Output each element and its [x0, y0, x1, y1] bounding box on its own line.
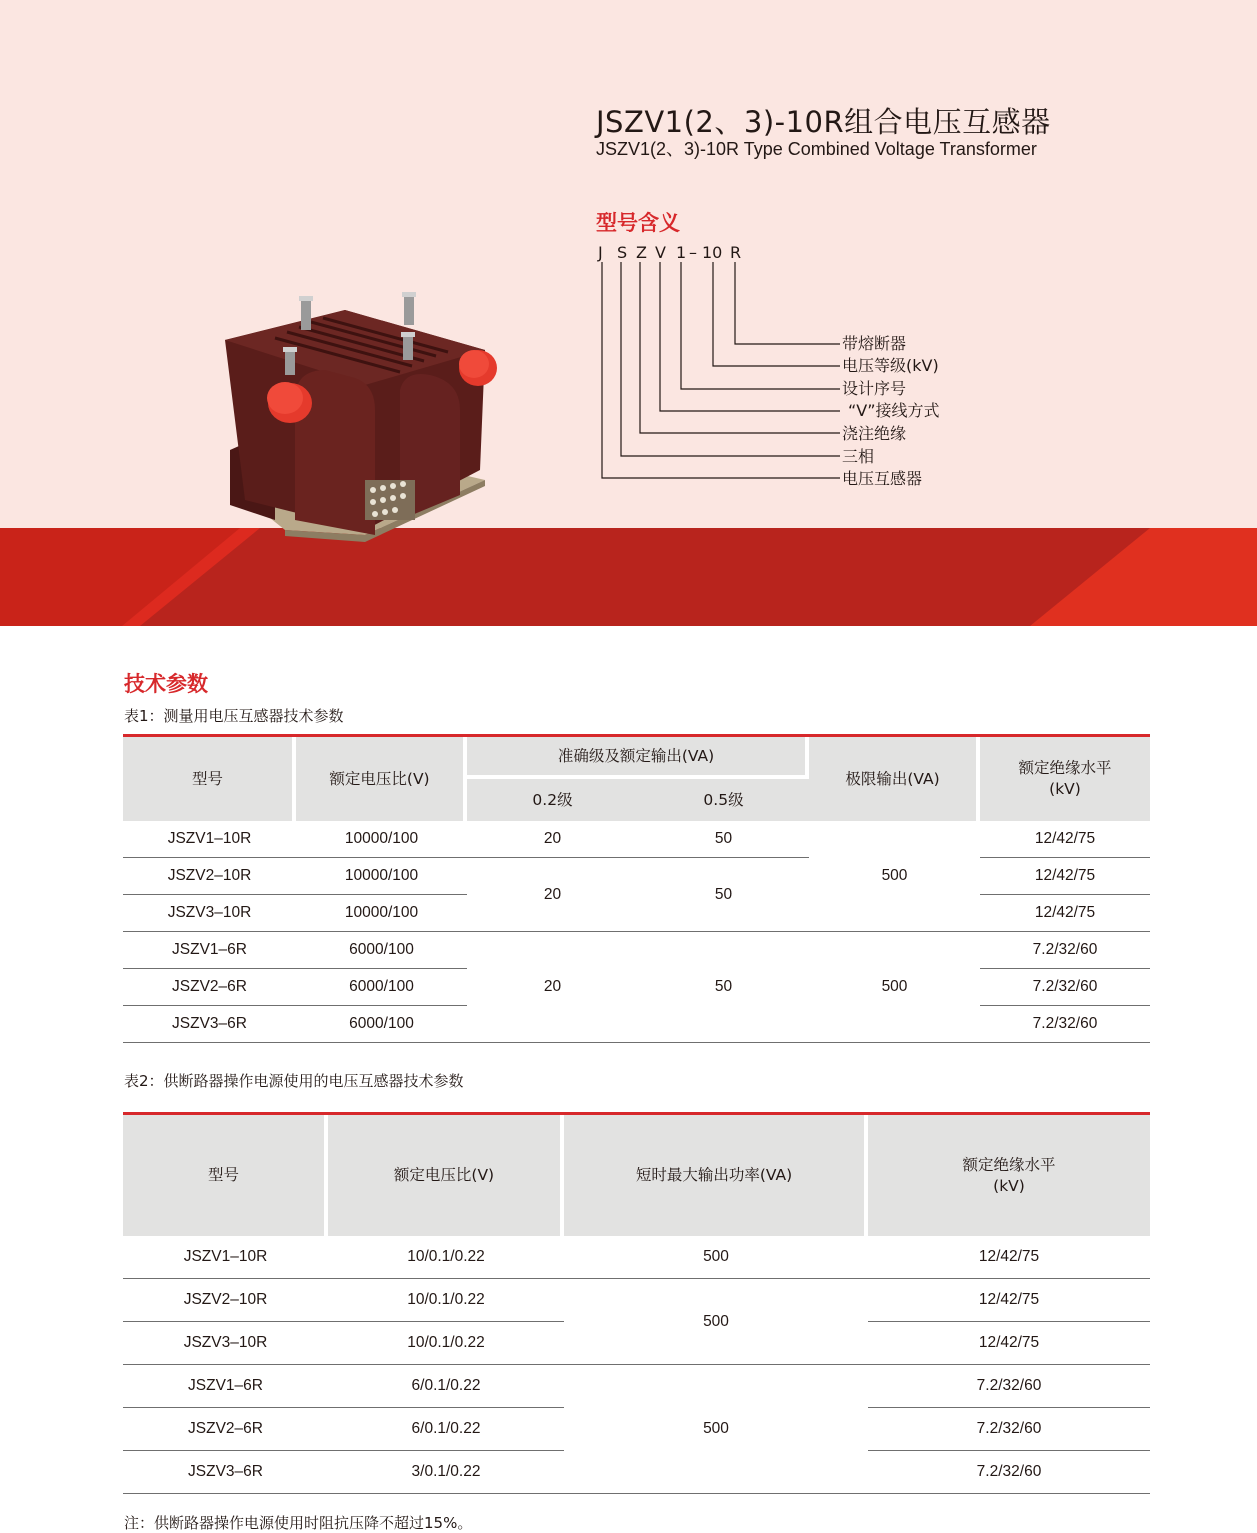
legend-voltage-transformer: 电压互感器	[842, 469, 923, 488]
t2-model: JSZV2–10R	[123, 1279, 328, 1322]
table-row	[123, 932, 1150, 969]
model-meaning-heading: 型号含义	[596, 211, 680, 235]
table-row	[123, 1236, 1150, 1279]
table-row	[123, 1365, 1150, 1408]
t2-ratio: 6/0.1/0.22	[328, 1365, 564, 1408]
t1-insulation: 7.2/32/60	[980, 932, 1150, 969]
t1-header-ratio: 额定电压比(V)	[296, 737, 467, 821]
model-code-connector-lines	[590, 262, 840, 487]
footnote: 注：供断路器操作电源使用时阻抗压降不超过15%。	[124, 1514, 473, 1532]
legend-design-number: 设计序号	[842, 379, 907, 398]
t1-acc-05: 50	[638, 821, 809, 858]
t1-acc-02: 20	[467, 858, 638, 932]
t2-ratio: 10/0.1/0.22	[328, 1279, 564, 1322]
t2-model: JSZV1–6R	[123, 1365, 328, 1408]
t1-limit-10kv: 500	[809, 821, 980, 932]
t1-model: JSZV3–10R	[123, 895, 296, 932]
t2-power: 500	[564, 1236, 868, 1279]
t2-model: JSZV3–6R	[123, 1451, 328, 1494]
t2-ratio: 3/0.1/0.22	[328, 1451, 564, 1494]
code-char-r: R	[730, 243, 742, 262]
code-char-s: S	[617, 243, 628, 262]
code-char-v: V	[655, 243, 666, 262]
table1	[123, 737, 1150, 1043]
table-row	[123, 821, 1150, 858]
t1-model: JSZV1–6R	[123, 932, 296, 969]
t1-ratio: 10000/100	[296, 895, 467, 932]
t1-acc-05: 50	[638, 932, 809, 1043]
legend-voltage-level: 电压等级(kV)	[842, 356, 939, 375]
t1-header-model: 型号	[123, 737, 296, 821]
t1-header-acc-05: 0.5级	[638, 779, 809, 821]
t2-ratio: 6/0.1/0.22	[328, 1408, 564, 1451]
t2-header-model: 型号	[123, 1115, 328, 1236]
t2-ratio: 10/0.1/0.22	[328, 1322, 564, 1365]
legend-fuse: 带熔断器	[842, 334, 907, 353]
code-char-10: 10	[702, 243, 723, 262]
t2-power: 500	[564, 1365, 868, 1494]
t2-insulation: 12/42/75	[868, 1279, 1150, 1322]
t1-ratio: 10000/100	[296, 821, 467, 858]
t1-ratio: 6000/100	[296, 969, 467, 1006]
product-title-cn: JSZV1(2、3)-10R组合电压互感器	[596, 105, 1051, 139]
t1-limit-6kv: 500	[809, 932, 980, 1043]
t1-model: JSZV3–6R	[123, 1006, 296, 1043]
t1-ratio: 6000/100	[296, 932, 467, 969]
t1-header-insulation: 额定绝缘水平 (kV)	[980, 737, 1150, 821]
t1-acc-02: 20	[467, 821, 638, 858]
code-char-dash: –	[689, 243, 697, 262]
code-char-1: 1	[676, 243, 687, 262]
t2-insulation: 7.2/32/60	[868, 1451, 1150, 1494]
t1-insulation: 12/42/75	[980, 895, 1150, 932]
table-row	[123, 1279, 1150, 1322]
t2-insulation: 12/42/75	[868, 1322, 1150, 1365]
red-banner	[0, 528, 1257, 626]
t1-insulation: 7.2/32/60	[980, 1006, 1150, 1043]
t1-model: JSZV1–10R	[123, 821, 296, 858]
transformer-illustration	[215, 290, 505, 560]
legend-cast-insulation: 浇注绝缘	[842, 424, 907, 443]
t2-header-ratio: 额定电压比(V)	[328, 1115, 564, 1236]
t1-ratio: 10000/100	[296, 858, 467, 895]
t2-model: JSZV3–10R	[123, 1322, 328, 1365]
t1-acc-05: 50	[638, 858, 809, 932]
code-char-z: Z	[636, 243, 647, 262]
t1-insulation: 7.2/32/60	[980, 969, 1150, 1006]
t1-model: JSZV2–10R	[123, 858, 296, 895]
t2-insulation: 7.2/32/60	[868, 1365, 1150, 1408]
legend-three-phase: 三相	[842, 447, 875, 466]
t2-power: 500	[564, 1279, 868, 1365]
table1-caption: 表1：测量用电压互感器技术参数	[124, 707, 344, 725]
t2-model: JSZV1–10R	[123, 1236, 328, 1279]
table2	[123, 1115, 1150, 1494]
product-title-en: JSZV1(2、3)-10R Type Combined Voltage Transformer	[596, 139, 1037, 159]
t1-header-accuracy: 准确级及额定输出(VA)	[467, 737, 809, 779]
legend-v-connection: “V”接线方式	[848, 401, 940, 420]
t2-model: JSZV2–6R	[123, 1408, 328, 1451]
t2-ratio: 10/0.1/0.22	[328, 1236, 564, 1279]
t1-acc-02: 20	[467, 932, 638, 1043]
t1-header-acc-02: 0.2级	[467, 779, 638, 821]
t1-insulation: 12/42/75	[980, 821, 1150, 858]
t2-insulation: 7.2/32/60	[868, 1408, 1150, 1451]
t1-insulation: 12/42/75	[980, 858, 1150, 895]
table-row	[123, 858, 1150, 895]
t2-insulation: 12/42/75	[868, 1236, 1150, 1279]
t1-header-limit: 极限输出(VA)	[809, 737, 980, 821]
tech-params-heading: 技术参数	[124, 672, 208, 696]
table2-caption: 表2：供断路器操作电源使用的电压互感器技术参数	[124, 1072, 464, 1090]
t2-header-power: 短时最大输出功率(VA)	[564, 1115, 868, 1236]
t2-header-insulation: 额定绝缘水平 (kV)	[868, 1115, 1150, 1236]
t1-model: JSZV2–6R	[123, 969, 296, 1006]
code-char-j: J	[598, 243, 603, 262]
t1-ratio: 6000/100	[296, 1006, 467, 1043]
